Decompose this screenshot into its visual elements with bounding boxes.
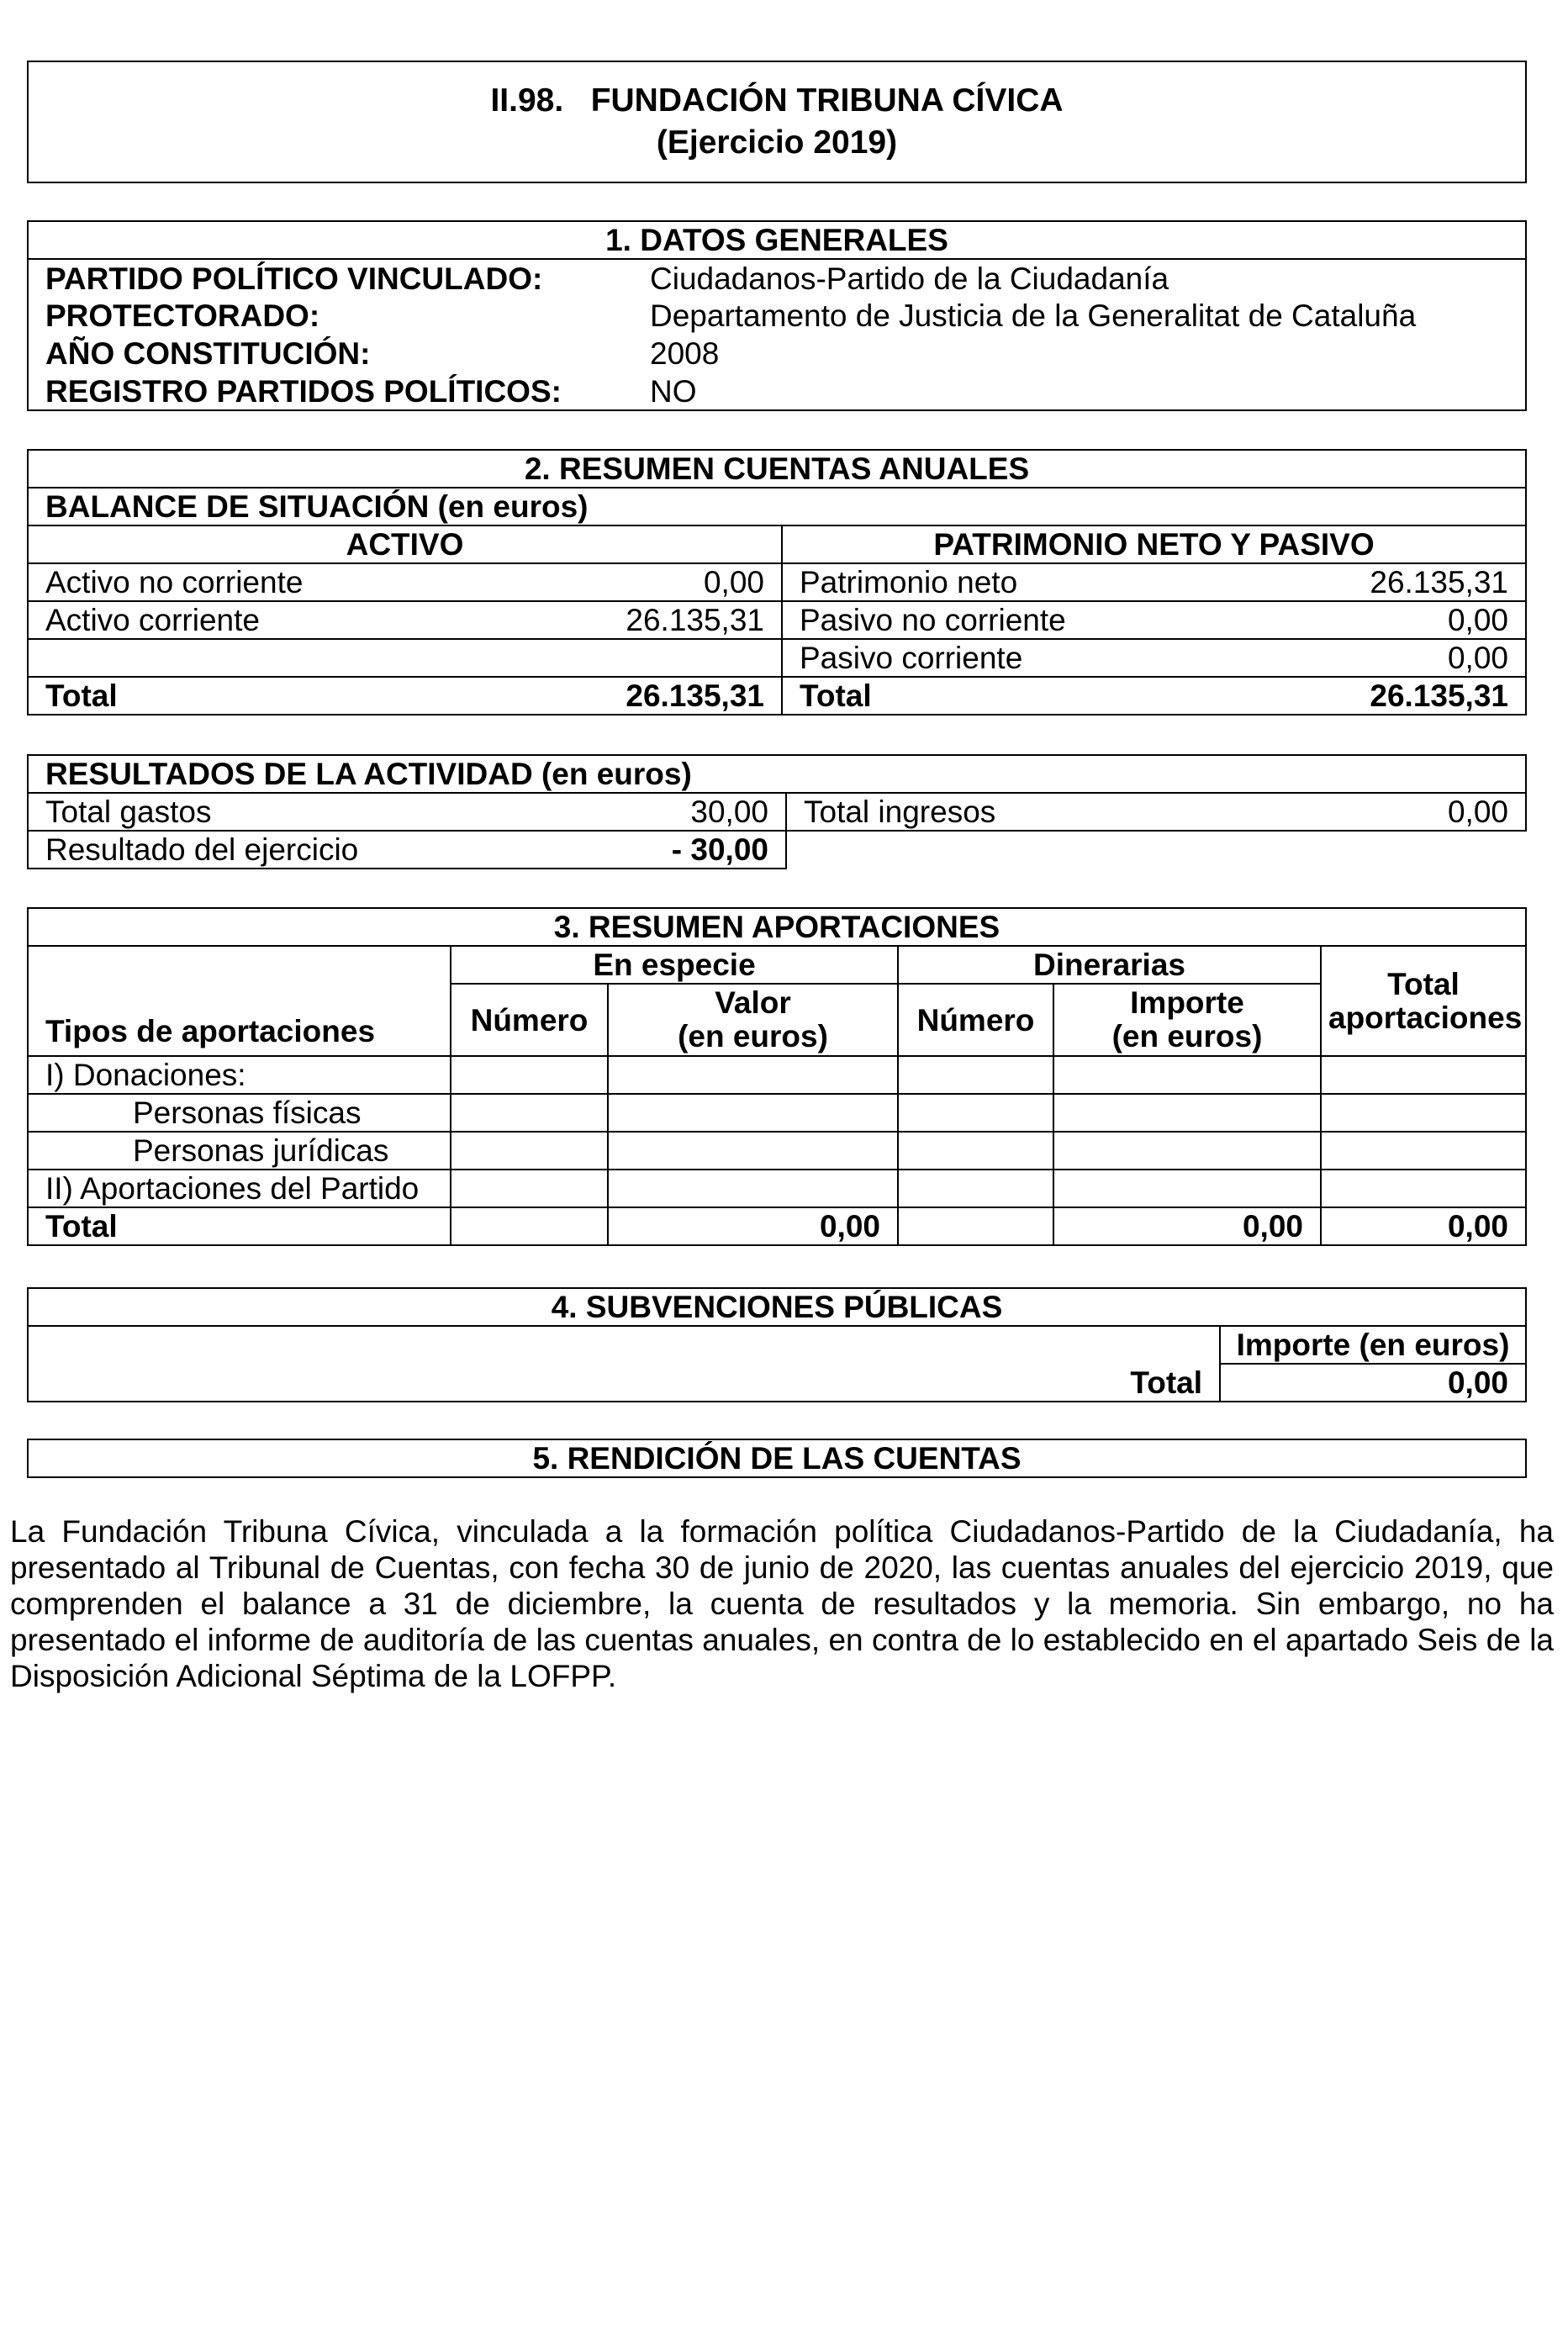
ingresos-label: Total ingresos bbox=[786, 793, 1307, 831]
table-row bbox=[28, 601, 1526, 639]
section-code: II.98. bbox=[490, 82, 564, 119]
pasivo-label: Pasivo no corriente bbox=[782, 601, 1303, 639]
balance-heading: BALANCE DE SITUACIÓN (en euros) bbox=[28, 488, 1526, 525]
aportaciones-table bbox=[27, 907, 1527, 1246]
table-row bbox=[28, 1132, 1526, 1170]
numero-especie-heading: Número bbox=[451, 984, 608, 1056]
aportaciones-total-valor: 0,00 bbox=[608, 1207, 898, 1245]
importe-line2: (en euros) bbox=[1111, 1019, 1263, 1053]
valor-line2: (en euros) bbox=[678, 1019, 828, 1053]
pasivo-label: Pasivo corriente bbox=[782, 639, 1303, 677]
aportaciones-total-importe: 0,00 bbox=[1053, 1207, 1321, 1245]
rendicion-table bbox=[27, 1439, 1527, 1478]
aportacion-label: Personas físicas bbox=[28, 1094, 451, 1132]
total-aportaciones-line2: aportaciones bbox=[1328, 1000, 1523, 1035]
table-row bbox=[28, 259, 1526, 297]
gastos-label: Total gastos bbox=[28, 793, 549, 831]
total-row bbox=[28, 1207, 1526, 1245]
gastos-value: 30,00 bbox=[549, 793, 786, 831]
resumen-cuentas-heading: 2. RESUMEN CUENTAS ANUALES bbox=[28, 450, 1526, 488]
activo-label bbox=[28, 639, 549, 677]
subvenciones-heading: 4. SUBVENCIONES PÚBLICAS bbox=[28, 1288, 1526, 1326]
table-row bbox=[28, 372, 1526, 410]
subvenciones-total-label: Total bbox=[28, 1364, 1220, 1402]
aportaciones-heading: 3. RESUMEN APORTACIONES bbox=[28, 908, 1526, 946]
resultados-table bbox=[27, 754, 1527, 869]
table-row bbox=[28, 1094, 1526, 1132]
tipos-heading: Tipos de aportaciones bbox=[28, 946, 451, 1056]
dinerarias-heading: Dinerarias bbox=[898, 946, 1321, 984]
pasivo-value: 0,00 bbox=[1303, 639, 1526, 677]
total-aportaciones-heading bbox=[1321, 946, 1526, 1056]
row-label: PARTIDO POLÍTICO VINCULADO: bbox=[28, 259, 633, 297]
row-value: Ciudadanos-Partido de la Ciudadanía bbox=[633, 259, 1526, 297]
pasivo-heading: PATRIMONIO NETO Y PASIVO bbox=[782, 525, 1526, 563]
empty-cell bbox=[28, 1326, 1220, 1364]
rendicion-paragraph: La Fundación Tribuna Cívica, vinculada a la formación política Ciudadanos-Partido de la Ciudadanía, ha presentado al Tribunal de Cuentas, con fecha 30 de junio de 2020, las cuentas anuales del ejercicio 2019, que comprenden el balance a 31 de diciembre, la cuenta de resultados y la memoria. Sin embargo, no ha presentado el informe de auditoría de las cuentas anuales, en contra de lo establecido en el apartado Seis de la Disposición Adicional Séptima de la LOFPP. bbox=[10, 1514, 1554, 1693]
empty-cell bbox=[786, 831, 1526, 869]
aportaciones-total-label: Total bbox=[28, 1207, 451, 1245]
datos-generales-heading: 1. DATOS GENERALES bbox=[28, 221, 1526, 259]
title-box bbox=[27, 61, 1527, 183]
activo-label: Activo corriente bbox=[28, 601, 549, 639]
foundation-name: FUNDACIÓN TRIBUNA CÍVICA bbox=[590, 82, 1064, 119]
resultados-heading: RESULTADOS DE LA ACTIVIDAD (en euros) bbox=[28, 755, 1526, 793]
valor-heading bbox=[608, 984, 898, 1056]
pasivo-total-value: 26.135,31 bbox=[1303, 677, 1526, 715]
page-subtitle: (Ejercicio 2019) bbox=[656, 124, 898, 161]
subvenciones-importe-heading: Importe (en euros) bbox=[1220, 1326, 1526, 1364]
aportacion-label: I) Donaciones: bbox=[28, 1056, 451, 1094]
row-value: 2008 bbox=[633, 335, 1526, 372]
activo-label: Activo no corriente bbox=[28, 563, 549, 601]
row-label: PROTECTORADO: bbox=[28, 297, 633, 335]
activo-value: 0,00 bbox=[549, 563, 782, 601]
importe-line1: Importe bbox=[1130, 985, 1244, 1020]
total-row bbox=[28, 1364, 1526, 1402]
table-row bbox=[28, 297, 1526, 335]
activo-value bbox=[549, 639, 782, 677]
activo-heading: ACTIVO bbox=[28, 525, 782, 563]
table-row bbox=[28, 563, 1526, 601]
table-row bbox=[28, 335, 1526, 372]
ingresos-value: 0,00 bbox=[1307, 793, 1526, 831]
pasivo-value: 0,00 bbox=[1303, 601, 1526, 639]
activo-total-label: Total bbox=[28, 677, 549, 715]
resultado-value: - 30,00 bbox=[549, 831, 786, 869]
page-title bbox=[490, 80, 1063, 122]
table-row bbox=[28, 1056, 1526, 1094]
numero-dinerarias-heading: Número bbox=[898, 984, 1053, 1056]
subvenciones-table bbox=[27, 1287, 1527, 1402]
table-row bbox=[28, 793, 1526, 831]
valor-line1: Valor bbox=[715, 985, 791, 1020]
table-row bbox=[28, 639, 1526, 677]
row-label: REGISTRO PARTIDOS POLÍTICOS: bbox=[28, 372, 633, 410]
subvenciones-total-value: 0,00 bbox=[1220, 1364, 1526, 1402]
pasivo-label: Patrimonio neto bbox=[782, 563, 1303, 601]
rendicion-heading: 5. RENDICIÓN DE LAS CUENTAS bbox=[28, 1439, 1526, 1477]
resultado-label: Resultado del ejercicio bbox=[28, 831, 549, 869]
total-row bbox=[28, 677, 1526, 715]
aportacion-label: II) Aportaciones del Partido bbox=[28, 1170, 451, 1207]
total-aportaciones-line1: Total bbox=[1387, 966, 1460, 1001]
table-row bbox=[28, 1170, 1526, 1207]
activo-value: 26.135,31 bbox=[549, 601, 782, 639]
row-label: AÑO CONSTITUCIÓN: bbox=[28, 335, 633, 372]
pasivo-value: 26.135,31 bbox=[1303, 563, 1526, 601]
datos-generales-table bbox=[27, 220, 1527, 411]
resumen-cuentas-table bbox=[27, 449, 1527, 716]
en-especie-heading: En especie bbox=[451, 946, 898, 984]
row-value: NO bbox=[633, 372, 1526, 410]
row-value: Departamento de Justicia de la Generalitat de Cataluña bbox=[633, 297, 1526, 335]
aportaciones-total-total: 0,00 bbox=[1321, 1207, 1526, 1245]
table-row bbox=[28, 831, 1526, 869]
aportacion-label: Personas jurídicas bbox=[28, 1132, 451, 1170]
pasivo-total-label: Total bbox=[782, 677, 1303, 715]
activo-total-value: 26.135,31 bbox=[549, 677, 782, 715]
importe-heading bbox=[1053, 984, 1321, 1056]
